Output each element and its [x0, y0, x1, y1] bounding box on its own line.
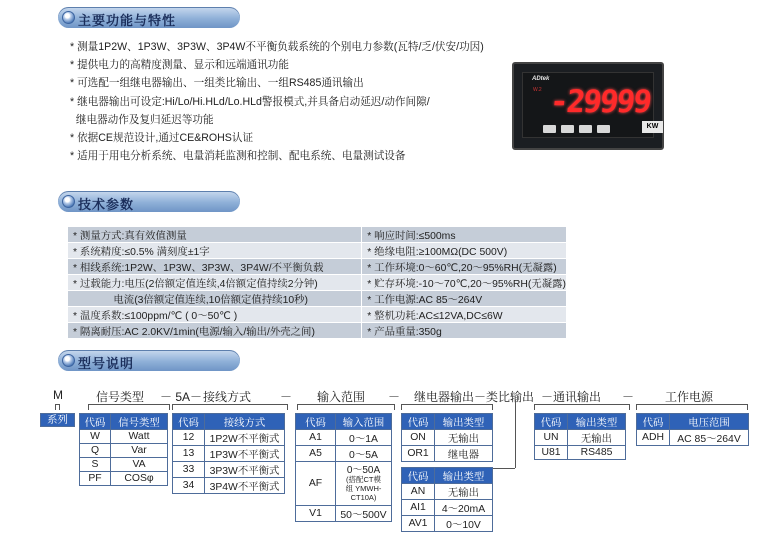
bracket-line: [515, 400, 516, 468]
table-cell: 无输出: [568, 430, 626, 446]
feature-item: * 测量1P2W、1P3W、3P3W、3P4W不平衡负载系统的个别电力参数(瓦特/乏/伏安/功因): [70, 41, 484, 53]
section-header-specs: [58, 191, 240, 212]
table-row: [173, 446, 285, 462]
table-cell: AI1: [402, 500, 435, 516]
table-header-cell: 接线方式: [205, 414, 285, 430]
table-header-row: [402, 468, 493, 484]
section-title: 技术参数: [78, 197, 135, 212]
bracket-line: [636, 404, 748, 410]
table-cell: U81: [535, 446, 568, 460]
relay-output-table: [401, 413, 493, 462]
section-header-model: [58, 350, 240, 371]
table-row: [402, 484, 493, 500]
table-cell: 33: [173, 462, 205, 478]
table-cell: 1P3W不平衡式: [205, 446, 285, 462]
bracket-line: [493, 468, 515, 469]
table-cell: 1P2W不平衡式: [205, 430, 285, 446]
table-cell: * 贮存环境:-10～70℃,20～95%RH(无凝露): [362, 275, 567, 291]
model-code-power: 工作电源: [665, 390, 714, 404]
af-note: CT10A): [350, 492, 377, 502]
table-row: [402, 446, 493, 462]
table-cell: 13: [173, 446, 205, 462]
table-cell: 继电器: [435, 446, 493, 462]
table-cell: * 绝缘电阻:≥100MΩ(DC 500V): [362, 243, 567, 259]
table-header-row: [80, 414, 168, 430]
table-cell: COSφ: [111, 472, 168, 486]
table-row: [402, 500, 493, 516]
table-header-cell: 代码: [535, 414, 568, 430]
table-cell: * 工作环境:0～60℃,20～95%RH(无凝露): [362, 259, 567, 275]
table-cell: 电流(3倍额定值连续,10倍额定值持续10秒): [68, 291, 362, 307]
table-header-cell: 输出类型: [435, 414, 493, 430]
table-header-row: [173, 414, 285, 430]
table-cell: Q: [80, 444, 111, 458]
bullet-icon: [62, 354, 75, 367]
table-cell: ON: [402, 430, 435, 446]
model-code-dash: －: [388, 390, 401, 404]
feature-item: * 提供电力的高精度测量、显示和远端通讯功能: [70, 59, 289, 72]
bullet-icon: [62, 195, 75, 208]
model-code-signal: 信号类型: [96, 390, 145, 404]
table-cell: * 隔离耐压:AC 2.0KV/1min(电源/输入/输出/外壳之间): [68, 323, 362, 339]
table-cell: V1: [296, 506, 336, 522]
table-row: [402, 430, 493, 446]
section-title: 主要功能与特性: [78, 13, 177, 28]
table-row: [173, 462, 285, 478]
table-row: [80, 472, 168, 486]
bracket-line: [401, 404, 493, 410]
table-cell: * 响应时间:≤500ms: [362, 227, 567, 243]
table-row: [296, 462, 392, 506]
table-cell: 0～10V: [435, 516, 493, 532]
af-note: (搭配CT模: [346, 474, 381, 484]
table-row: [173, 430, 285, 446]
table-header-cell: 代码: [637, 414, 670, 430]
table-cell: VA: [111, 458, 168, 472]
table-row: [637, 430, 749, 446]
meter-unit-label: KW: [642, 121, 663, 133]
power-supply-table: [636, 413, 749, 446]
table-cell: * 系统精度:≤0.5% 满刻度±1字: [68, 243, 362, 259]
table-header-cell: 输出类型: [568, 414, 626, 430]
table-cell: * 测量方式:真有效值测量: [68, 227, 362, 243]
model-code-input: 输入范围: [317, 390, 366, 404]
section-title: 型号说明: [78, 356, 135, 371]
signal-type-table: [79, 413, 168, 486]
table-cell: W: [80, 430, 111, 444]
wiring-table: [172, 413, 285, 494]
table-row: [402, 516, 493, 532]
feature-item: * 可选配一组继电器输出、一组类比输出、一组RS485通讯输出: [70, 77, 364, 90]
table-row: [296, 506, 392, 522]
table-row: [80, 458, 168, 472]
table-row: [535, 446, 626, 460]
table-cell: 50～500V: [336, 506, 392, 522]
af-note: 组 YMWH-: [345, 483, 382, 493]
table-header-cell: 电压范围: [670, 414, 749, 430]
table-cell: AF: [296, 462, 336, 506]
table-cell: A1: [296, 430, 336, 446]
table-cell: 0～5A: [336, 446, 392, 462]
feature-item: 继电器动作及复归延迟等功能: [70, 113, 214, 126]
table-row: [68, 323, 567, 339]
table-cell: ADH: [637, 430, 670, 446]
feature-item: * 适用于用电分析系统、电量消耗监测和控制、配电系统、电量测试设备: [70, 150, 406, 163]
table-header-cell: 代码: [402, 468, 435, 484]
table-header-cell: 代码: [296, 414, 336, 430]
table-cell: 0～1A: [336, 430, 392, 446]
table-header-cell: 代码: [80, 414, 111, 430]
table-cell: 3P4W不平衡式: [205, 478, 285, 494]
meter-display-panel: [522, 72, 654, 138]
table-header-row: [535, 414, 626, 430]
model-code-m: M: [53, 388, 63, 402]
table-row: [296, 430, 392, 446]
table-cell: OR1: [402, 446, 435, 462]
table-cell: AN: [402, 484, 435, 500]
table-row: [80, 444, 168, 458]
table-cell: * 温度系数:≤100ppm/℃ ( 0～50℃ ): [68, 307, 362, 323]
table-row: [80, 430, 168, 444]
table-cell: AV1: [402, 516, 435, 532]
model-code-wiring: 接线方式: [203, 390, 252, 404]
table-cell: 4～20mA: [435, 500, 493, 516]
table-cell: 3P3W不平衡式: [205, 462, 285, 478]
meter-subtitle: W.2: [533, 87, 542, 93]
table-header-cell: 信号类型: [111, 414, 168, 430]
panel-meter-image: [512, 62, 664, 150]
table-header-cell: 输出类型: [435, 468, 493, 484]
table-row: [68, 227, 567, 243]
table-header-cell: 代码: [402, 414, 435, 430]
table-row: [68, 275, 567, 291]
table-cell: 34: [173, 478, 205, 494]
bracket-line: [88, 404, 170, 410]
meter-brand: ADtek: [532, 76, 550, 82]
table-cell: * 工作电源:AC 85～264V: [362, 291, 567, 307]
bracket-line: [534, 404, 630, 410]
bullet-icon: [62, 11, 75, 24]
table-cell: 12: [173, 430, 205, 446]
bracket-line: [172, 404, 288, 410]
table-cell: * 相线系统:1P2W、1P3W、3P3W、3P4W/不平衡负载: [68, 259, 362, 275]
meter-keys: [543, 125, 610, 133]
af-range: 0～50A: [346, 464, 381, 476]
feature-item: * 继电器输出可设定:Hi/Lo/Hi.HLd/Lo.HLd警报模式,并具备启动延迟/动作间隙/: [70, 95, 430, 108]
table-cell: * 整机功耗:AC≤12VA,DC≤6W: [362, 307, 567, 323]
table-cell: UN: [535, 430, 568, 446]
table-header-cell: 代码: [173, 414, 205, 430]
table-row: [535, 430, 626, 446]
table-cell: Var: [111, 444, 168, 458]
table-row: [68, 307, 567, 323]
series-label: 系列: [40, 413, 75, 427]
input-range-table: [295, 413, 392, 522]
table-cell: [336, 462, 392, 506]
table-cell: * 过载能力:电压(2倍额定值连续,4倍额定值持续2分钟): [68, 275, 362, 291]
analog-output-table: [401, 467, 493, 532]
bracket-line: [297, 404, 395, 410]
specs-table: [67, 226, 567, 339]
model-code-5a: － 5A－: [160, 390, 203, 404]
table-header-cell: 输入范围: [336, 414, 392, 430]
comm-output-table: [534, 413, 626, 460]
table-cell: 无输出: [435, 484, 493, 500]
feature-list: [70, 38, 510, 165]
table-row: [68, 291, 567, 307]
meter-digits: -29999: [548, 84, 652, 120]
table-row: [68, 259, 567, 275]
model-code-dash: －: [280, 390, 293, 404]
table-cell: Watt: [111, 430, 168, 444]
table-cell: AC 85～264V: [670, 430, 749, 446]
table-cell: * 产品重量:350g: [362, 323, 567, 339]
section-header-features: [58, 7, 240, 28]
table-row: [68, 243, 567, 259]
table-cell: 无输出: [435, 430, 493, 446]
model-code-relay-analog: 继电器输出－类比输出: [414, 390, 535, 404]
table-cell: S: [80, 458, 111, 472]
table-row: [173, 478, 285, 494]
table-header-row: [637, 414, 749, 430]
table-cell: A5: [296, 446, 336, 462]
feature-item: * 依据CE规范设计,通过CE&ROHS认证: [70, 132, 254, 145]
table-header-row: [296, 414, 392, 430]
model-code-dash: －: [622, 390, 635, 404]
bracket-line: [55, 404, 60, 410]
table-header-row: [402, 414, 493, 430]
model-code-comm: －通讯输出: [541, 390, 602, 404]
table-cell: PF: [80, 472, 111, 486]
table-cell: RS485: [568, 446, 626, 460]
table-row: [296, 446, 392, 462]
